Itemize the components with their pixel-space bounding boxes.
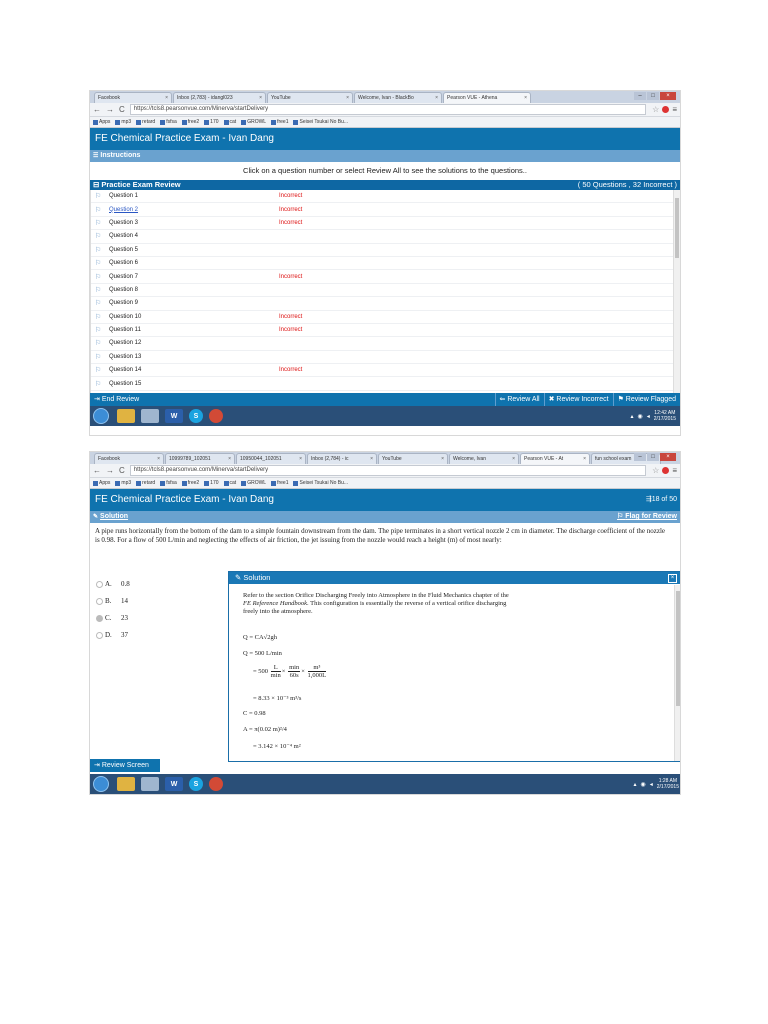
question-row[interactable] [91,391,680,393]
tab-youtube[interactable]: YouTube × [378,453,448,464]
question-link[interactable]: Question 14 [109,367,142,374]
question-link[interactable]: Question 8 [109,286,139,293]
window-close-icon[interactable]: × [660,92,676,100]
close-icon[interactable]: × [346,95,349,101]
option-a[interactable]: A. 0.8 [96,580,130,588]
question-row[interactable] [91,230,680,243]
browser-tab-bar [90,452,680,464]
bookmark-cat[interactable]: cat [224,480,237,486]
word-icon[interactable]: W [165,409,183,423]
close-icon[interactable]: × [668,574,677,583]
screenshot-review [90,91,680,435]
review-summary: ( 50 Questions , 32 Incorrect ) [577,180,677,189]
question-row[interactable] [91,297,680,310]
question-status: Incorrect [279,313,303,320]
address-bar-row [90,103,680,117]
question-row[interactable] [91,270,680,283]
bookmark-icon [271,481,276,486]
clock[interactable]: 12:42 AM 2/17/2015 [653,410,676,422]
bookmark-icon [241,481,246,486]
radio-icon[interactable] [96,598,103,605]
bookmark-apps[interactable]: Apps [93,480,110,486]
forward-arrow-icon[interactable]: → [106,466,114,475]
start-button[interactable] [93,408,109,424]
question-status: Incorrect [279,206,303,213]
flag-icon[interactable]: ⚐ [95,313,102,321]
flag-icon[interactable]: ⚐ [95,353,102,361]
back-arrow-icon[interactable]: ← [93,105,101,114]
bookmark-icon [160,120,165,125]
radio-selected-icon[interactable] [96,615,103,622]
question-row[interactable] [91,257,680,270]
bookmark-mp3[interactable]: mp3 [115,480,131,486]
question-link[interactable]: Question 4 [109,233,139,240]
system-tray [630,406,676,426]
close-icon[interactable]: × [259,95,262,101]
option-c[interactable]: C. 23 [96,614,128,622]
browser-tab-bar [90,91,680,103]
question-row[interactable] [91,324,680,337]
back-arrow-icon[interactable]: ← [93,466,101,475]
bookmark-icon [115,120,120,125]
question-row[interactable] [91,203,680,216]
clock[interactable]: 1:28 AM 2/17/2015 [656,778,679,790]
question-row[interactable] [91,351,680,364]
question-row[interactable] [91,284,680,297]
question-link[interactable]: Question 11 [109,327,141,334]
close-icon[interactable]: × [441,456,444,462]
dialog-header [229,572,680,584]
question-status: Incorrect [279,219,303,226]
solution-icon: ✎ [235,573,244,582]
question-status: Incorrect [279,273,303,280]
window-controls [633,453,676,461]
tab-image-1[interactable]: 10999789_102051 × [165,453,235,464]
option-d[interactable]: D. 37 [96,631,128,639]
dialog-title: Solution [243,573,271,582]
scrollbar-thumb[interactable] [676,591,680,706]
close-icon[interactable]: × [228,456,231,462]
tab-inbox[interactable]: Inbox (2,783) - idangl023 × [173,92,266,103]
tab-pearson-vue[interactable]: Pearson VUE - Athena × [443,92,531,103]
extension-icon[interactable] [662,106,669,113]
tab-image-2[interactable]: 10950044_102051 × [236,453,306,464]
bookmark-icon [136,481,141,486]
volume-icon[interactable]: ◂ [646,413,650,420]
close-icon[interactable]: × [583,456,586,462]
equation-4: = 8.33 × 10⁻³ m³/s [253,695,302,702]
flag-icon[interactable]: ⚐ [95,193,102,201]
chrome-icon[interactable] [209,777,223,791]
system-tray [633,774,679,794]
equation-1: Q = CA√2gh [243,634,277,641]
close-icon[interactable]: × [370,456,373,462]
tab-facebook[interactable]: Facebook × [94,92,172,103]
star-icon[interactable]: ☆ [652,105,660,114]
equation-7: = 3.142 × 10⁻⁴ m² [253,743,301,750]
address-bar-row [90,464,680,478]
bookmark-icon [224,481,229,486]
window-close-icon[interactable]: × [660,453,676,461]
radio-icon[interactable] [96,581,103,588]
question-link[interactable]: Question 13 [109,353,142,360]
flag-icon[interactable]: ⚐ [95,260,102,268]
volume-icon[interactable]: ◂ [649,781,653,788]
document-icon[interactable] [141,409,159,423]
taskbar [90,406,680,426]
bookmark-retard[interactable]: retard [136,480,155,486]
bookmark-icon [115,481,120,486]
exam-title: FE Chemical Practice Exam - Ivan Dang [95,133,274,144]
question-link[interactable]: Question 10 [109,313,142,320]
reload-icon[interactable]: C [119,105,125,114]
menu-icon[interactable]: ≡ [672,466,677,475]
bookmark-170[interactable]: 170 [204,480,218,486]
bookmarks-bar [90,117,680,128]
maximize-icon[interactable]: □ [647,453,659,461]
bookmarks-bar [90,478,680,489]
url-input[interactable]: https://tcls8.pearsonvue.com/Minerva/startDelivery [130,104,646,115]
close-icon[interactable]: × [157,456,160,462]
flag-icon[interactable]: ⚐ [95,273,102,281]
question-status: Incorrect [279,367,303,374]
taskbar [90,774,680,794]
question-link[interactable]: Question 3 [109,219,139,226]
bookmark-icon [136,120,141,125]
chrome-icon[interactable] [209,409,223,423]
question-link[interactable]: Question 12 [109,340,142,347]
maximize-icon[interactable]: □ [647,92,659,100]
solution-icon: ✎ [93,514,99,520]
tab-inbox[interactable]: Inbox (2,784) - ic × [307,453,377,464]
flag-icon[interactable]: ⚐ [95,233,102,241]
bookmark-icon [204,120,209,125]
flag-icon[interactable]: ⚐ [95,206,102,214]
question-counter: ⇶18 of 50 [645,496,677,503]
tab-facebook[interactable]: Facebook × [94,453,164,464]
bookmark-seisei[interactable]: Seisei Tsukai No Bu... [293,119,348,125]
equation-3: = 500 $\frac{L}{\min}$ × $\frac{\min}{60s}$ × $\frac{\text{m³}}{1,000L}$ [253,664,327,679]
flag-icon[interactable]: ⚐ [95,286,102,294]
tab-blackboard[interactable]: Welcome, Ivan × [449,453,519,464]
bookmark-free2[interactable]: free2 [182,480,199,486]
equation-5: C = 0.98 [243,710,266,717]
star-icon[interactable]: ☆ [652,466,660,475]
bookmark-seisei[interactable]: Seisei Tsukai No Bu... [293,480,348,486]
bookmark-icon [241,120,246,125]
tray-arrow-icon[interactable]: ▴ [630,413,634,420]
bookmark-icon [182,481,187,486]
menu-icon[interactable]: ≡ [672,105,677,114]
minimize-icon[interactable]: – [634,453,646,461]
tab-youtube[interactable]: YouTube × [267,92,353,103]
window-controls [633,92,676,100]
forward-arrow-icon[interactable]: → [106,105,114,114]
network-icon[interactable]: ◉ [640,781,646,788]
bookmark-icon [160,481,165,486]
close-icon[interactable]: × [299,456,302,462]
bookmark-fsfsa[interactable]: fsfsa [160,480,177,486]
folder-icon[interactable] [117,777,135,791]
question-link[interactable]: Question 9 [109,300,139,307]
solution-label[interactable]: Solution [100,513,129,520]
word-icon[interactable]: W [165,777,183,791]
bookmark-170[interactable]: 170 [204,119,218,125]
close-icon[interactable]: × [435,95,438,101]
flag-icon[interactable]: ⚐ [95,246,102,254]
solution-dialog [228,571,680,762]
question-row[interactable] [91,190,680,203]
option-b[interactable]: B. 14 [96,597,128,605]
question-link[interactable]: Question 15 [109,380,142,387]
review-flagged-button[interactable]: ⚑ Review Flagged [617,396,676,403]
radio-icon[interactable] [96,632,103,639]
question-link[interactable]: Question 2 [109,206,139,213]
minimize-icon[interactable]: – [634,92,646,100]
apps-icon [93,120,98,125]
reload-icon[interactable]: C [119,466,125,475]
flag-icon[interactable]: ⚐ [95,380,102,388]
question-link[interactable]: Question 1 [109,193,139,200]
close-icon[interactable]: × [524,95,527,101]
bookmark-icon [293,481,298,486]
exam-header [90,489,680,511]
review-header [90,180,680,190]
instructions-icon: ☰ [93,153,99,159]
document-icon[interactable] [141,777,159,791]
bookmark-growl[interactable]: GROWL [241,119,266,125]
collapse-icon[interactable]: ⊟ [93,180,102,189]
question-link[interactable]: Question 6 [109,260,139,267]
question-list [90,190,680,393]
bookmark-free1[interactable]: free1 [271,119,288,125]
network-icon[interactable]: ◉ [637,413,643,420]
skype-icon[interactable]: S [189,777,203,791]
question-row[interactable] [91,217,680,230]
tab-blackboard[interactable]: Welcome, Ivan - BlackBo × [354,92,442,103]
tray-arrow-icon[interactable]: ▴ [633,781,637,788]
solution-explanation: Refer to the section Orifice Discharging Freely into Atmosphere in the Fluid Mechanics chapter of the FE Reference Handbook. This configuration is essentially the reverse of a vertical orifice discharging freely into the atmosphere. [243,592,509,615]
review-all-button[interactable]: ⇐ Review All [495,393,545,406]
question-status: Incorrect [279,193,303,200]
flag-icon: ⚐ [617,513,626,520]
bookmark-icon [182,120,187,125]
flag-icon[interactable]: ⚐ [95,367,102,375]
instruction-text: Click on a question number or select Review All to see the solutions to the questions.. [90,162,680,180]
flag-icon[interactable]: ⚐ [95,219,102,227]
review-title: Practice Exam Review [101,180,181,189]
bookmark-free2[interactable]: free2 [182,119,199,125]
close-icon[interactable]: × [512,456,515,462]
screenshot-solution [90,452,680,794]
flag-icon[interactable]: ⚐ [95,340,102,348]
skype-icon[interactable]: S [189,409,203,423]
question-row[interactable] [91,337,680,350]
tab-pearson-vue[interactable]: Pearson VUE - At × [520,453,590,464]
close-icon[interactable]: × [165,95,168,101]
flag-for-review-button[interactable]: ⚐ Flag for Review [617,513,677,520]
extension-icon[interactable] [662,467,669,474]
question-row[interactable] [91,244,680,257]
solution-bar [90,511,680,523]
bookmark-fsfsa[interactable]: fsfsa [160,119,177,125]
review-screen-button[interactable]: ⇥ Review Screen [90,759,160,772]
question-status: Incorrect [279,327,303,334]
question-text: A pipe runs horizontally from the bottom of the dam to a simple fountain downstream from the dam. The pipe terminates in a short vertical nozzle 2 cm in diameter. The discharge coefficient of the nozzle is 0.98. For a flow of 500 L/min and neglecting the effects of air friction, the jet issuing from the nozzle would reach a height (m) of most nearly: [95,527,666,544]
folder-icon[interactable] [117,409,135,423]
question-row[interactable] [91,364,680,377]
exam-header [90,128,680,150]
bookmark-icon [204,481,209,486]
bookmark-mp3[interactable]: mp3 [115,119,131,125]
start-button[interactable] [93,776,109,792]
dialog-scrollbar[interactable] [674,585,680,761]
question-area [90,523,680,760]
equation-6: A = π(0.02 m)²/4 [243,726,287,733]
flag-icon[interactable]: ⚐ [95,327,102,335]
scrollbar[interactable] [673,190,680,393]
bookmark-retard[interactable]: retard [136,119,155,125]
url-input[interactable]: https://tcls8.pearsonvue.com/Minerva/startDelivery [130,465,646,476]
question-link[interactable]: Question 5 [109,246,139,253]
review-incorrect-button[interactable]: ✖ Review Incorrect [545,393,614,406]
scrollbar-thumb[interactable] [675,198,679,258]
bookmark-apps[interactable]: Apps [93,119,110,125]
flag-icon[interactable]: ⚐ [95,300,102,308]
question-link[interactable]: Question 7 [109,273,139,280]
apps-icon [93,481,98,486]
instructions-label: Instructions [100,152,141,159]
equation-2: Q = 500 L/min [243,650,282,657]
bookmark-icon [224,120,229,125]
question-row[interactable] [91,377,680,390]
instructions-bar[interactable] [90,150,680,162]
end-review-button[interactable]: ⇥ End Review [94,396,140,403]
review-footer [90,393,680,406]
tab-school-exam[interactable]: fun school exam [591,453,661,464]
bookmark-cat[interactable]: cat [224,119,237,125]
bookmark-growl[interactable]: GROWL [241,480,266,486]
bookmark-icon [293,120,298,125]
question-row[interactable] [91,311,680,324]
exam-title: FE Chemical Practice Exam - Ivan Dang [95,494,274,505]
bookmark-icon [271,120,276,125]
bookmark-free1[interactable]: free1 [271,480,288,486]
